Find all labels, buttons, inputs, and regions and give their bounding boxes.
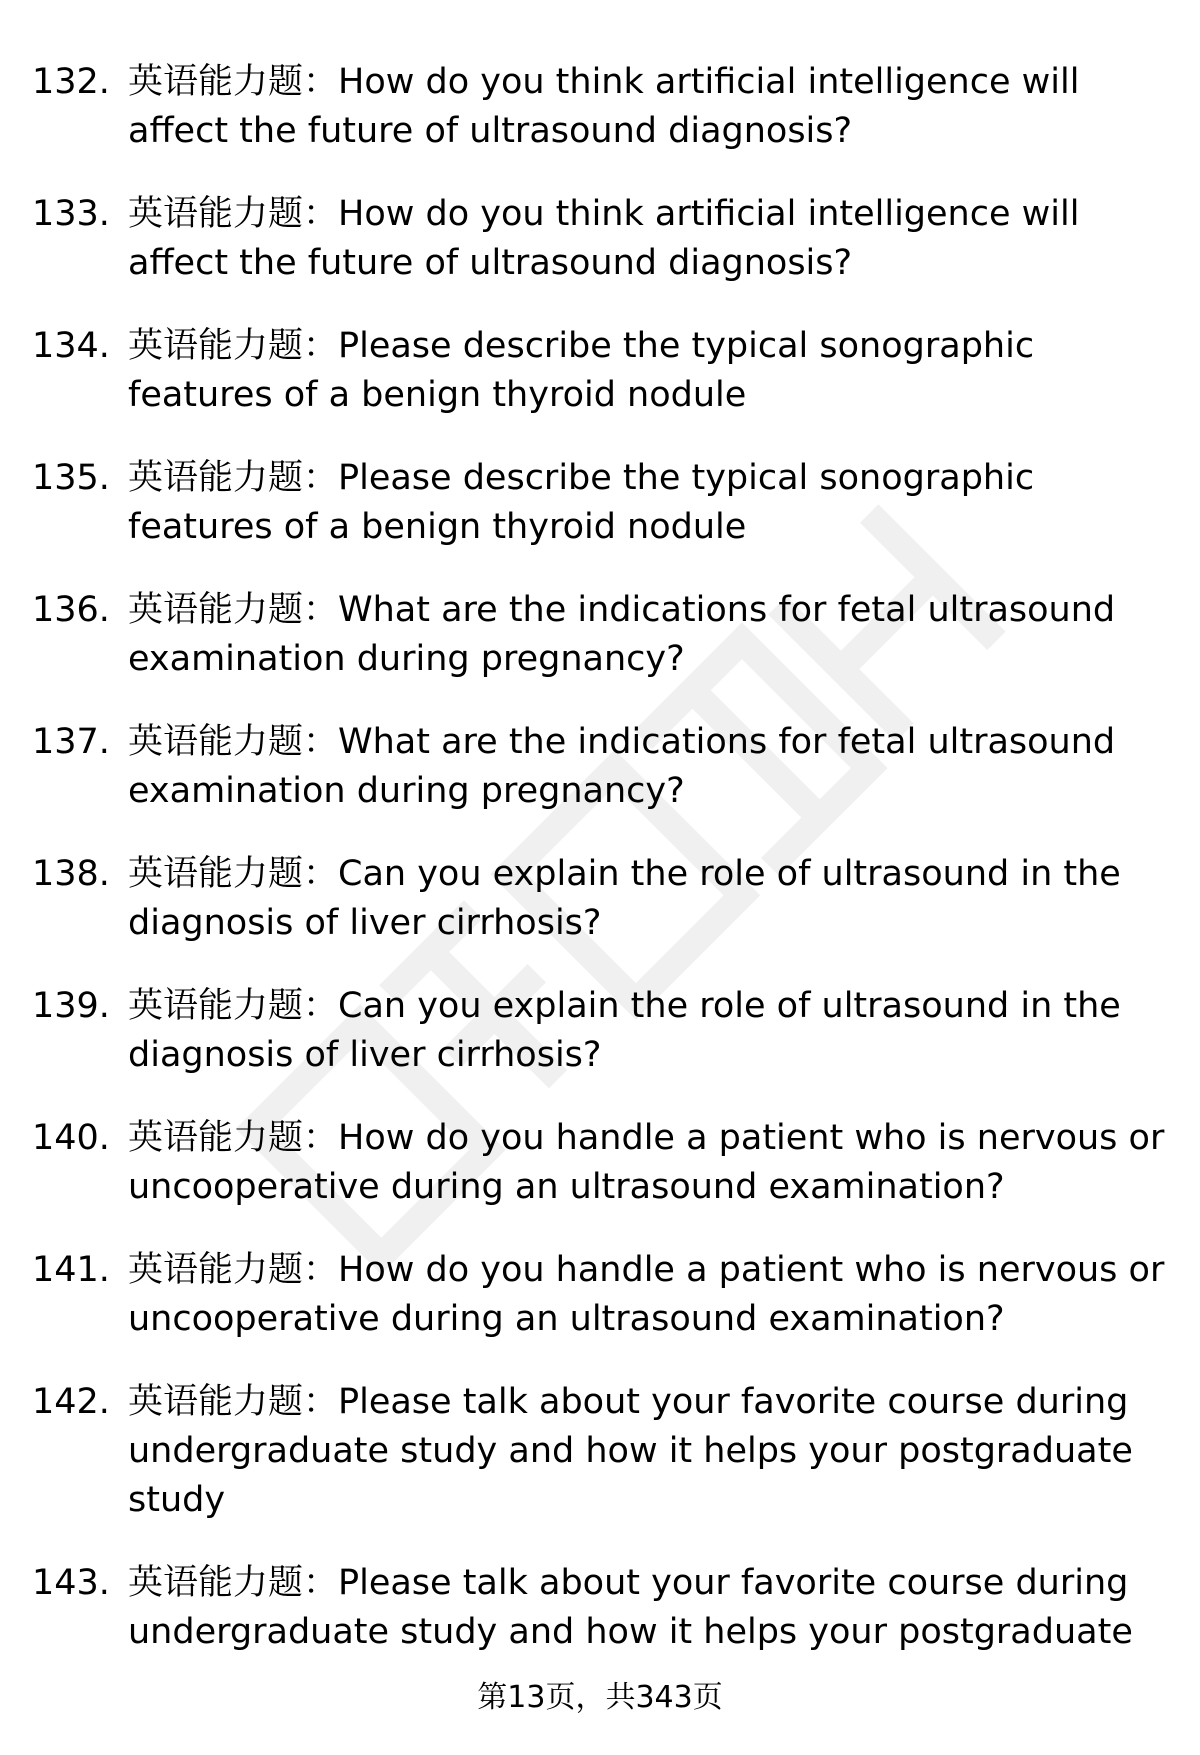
question-text: 英语能力题：Can you explain the role of ultrasound in the diagnosis of liver cirrhosis? — [128, 986, 1121, 1075]
question-item — [32, 850, 1172, 948]
question-item — [32, 586, 1172, 684]
question-text: 英语能力题：What are the indications for fetal ultrasound examination during pregnancy? — [128, 590, 1116, 679]
question-item — [32, 718, 1172, 816]
question-number: 137. — [32, 722, 110, 762]
question-text: 英语能力题：How do you handle a patient who is nervous or uncooperative during an ultrasound examination? — [128, 1118, 1165, 1207]
question-number: 134. — [32, 326, 110, 366]
question-number: 132. — [32, 62, 110, 102]
question-item — [32, 982, 1172, 1080]
question-item — [32, 1246, 1172, 1344]
question-item — [32, 1378, 1172, 1525]
question-number: 142. — [32, 1382, 110, 1422]
question-text: 英语能力题：Please talk about your favorite course during undergraduate study and how it helps your postgraduate study — [128, 1382, 1133, 1520]
question-number: 135. — [32, 458, 110, 498]
question-list — [32, 58, 1172, 1691]
question-number: 143. — [32, 1563, 110, 1603]
question-item — [32, 58, 1172, 156]
question-item — [32, 322, 1172, 420]
page-footer: 第13页，共343页 — [477, 1680, 723, 1715]
question-text: 英语能力题：How do you think artificial intelligence will affect the future of ultrasound diagnosis? — [128, 194, 1080, 283]
question-item — [32, 1114, 1172, 1212]
question-text: 英语能力题：Can you explain the role of ultrasound in the diagnosis of liver cirrhosis? — [128, 854, 1121, 943]
question-number: 140. — [32, 1118, 110, 1158]
question-item — [32, 190, 1172, 288]
question-number: 133. — [32, 194, 110, 234]
question-number: 139. — [32, 986, 110, 1026]
question-number: 141. — [32, 1250, 110, 1290]
question-text: 英语能力题：Please describe the typical sonographic features of a benign thyroid nodule — [128, 458, 1035, 547]
question-number: 138. — [32, 854, 110, 894]
question-number: 136. — [32, 590, 110, 630]
question-item — [32, 454, 1172, 552]
question-text: 英语能力题：How do you handle a patient who is nervous or uncooperative during an ultrasound examination? — [128, 1250, 1165, 1339]
question-text: 英语能力题：Please talk about your favorite course during undergraduate study and how it helps your postgraduate — [128, 1563, 1133, 1652]
question-text: 英语能力题：How do you think artificial intelligence will affect the future of ultrasound diagnosis? — [128, 62, 1080, 151]
question-text: 英语能力题：Please describe the typical sonographic features of a benign thyroid nodule — [128, 326, 1035, 415]
question-item — [32, 1559, 1172, 1657]
question-text: 英语能力题：What are the indications for fetal ultrasound examination during pregnancy? — [128, 722, 1116, 811]
